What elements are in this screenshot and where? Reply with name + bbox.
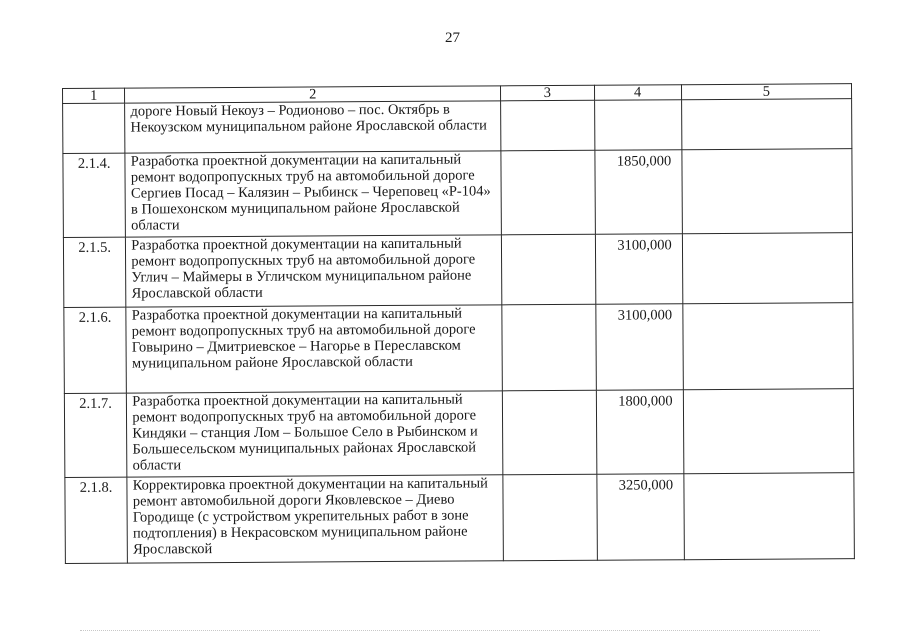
row-description: Разработка проектной документации на капитальный ремонт водопропускных труб на автомобильной дороге Киндяки – станция Лом – Большое Село в Рыбинском и Большесельском муниципальных районах Ярославской области (127, 391, 503, 477)
row-col3 (501, 100, 595, 151)
row-description: Разработка проектной документации на капитальный ремонт водопропускных труб на автомобильной дороге Сергиев Посад – Калязин – Рыбинск – Череповец «Р-104» в Пошехонском муниципальном районе Ярославской области (125, 151, 501, 237)
row-col5 (682, 149, 853, 234)
row-amount (594, 100, 682, 151)
table-row (65, 473, 855, 564)
header-cell-3: 3 (501, 85, 595, 101)
row-col5 (682, 233, 853, 304)
header-cell-1: 1 (63, 88, 125, 103)
row-col5 (681, 99, 852, 150)
header-cell-4: 4 (594, 85, 681, 101)
row-amount: 1850,000 (594, 150, 682, 235)
header-cell-5: 5 (681, 84, 851, 100)
row-col3 (501, 234, 595, 305)
row-col5 (683, 303, 854, 390)
row-col3 (502, 304, 596, 391)
table-row (63, 99, 852, 154)
row-number (63, 103, 126, 153)
row-description: дороге Новый Некоуз – Родионово – пос. Октябрь в Некоузском муниципальном районе Ярославской области (125, 101, 501, 153)
budget-table (62, 83, 855, 564)
row-number: 2.1.6. (64, 307, 127, 393)
table-row (64, 389, 853, 478)
row-number: 2.1.5. (63, 237, 126, 307)
row-col5 (684, 473, 855, 560)
table-row (63, 233, 852, 308)
scan-artifact-line (80, 630, 820, 632)
table-row (63, 149, 852, 238)
header-cell-2: 2 (125, 86, 501, 103)
row-col5 (683, 389, 854, 474)
row-description: Корректировка проектной документации на капитальный ремонт автомобильной дороги Яковлевское – Диево Городище (с устройством укрепительных работ в зоне подтопления) в Некрасовском муниципальном районе Ярославской (127, 475, 503, 563)
row-number: 2.1.8. (65, 477, 128, 563)
row-col3 (503, 474, 597, 561)
row-description: Разработка проектной документации на капитальный ремонт водопропускных труб на автомобильной дороге Говырино – Дмитриевское – Нагорье в Переславском муниципальном районе Ярославской области (126, 305, 502, 393)
row-amount: 1800,000 (596, 390, 684, 475)
row-amount: 3100,000 (595, 234, 683, 305)
row-description: Разработка проектной документации на капитальный ремонт водопропускных труб на автомобильной дороге Углич – Маймеры в Угличском муниципальном районе Ярославской области (126, 235, 502, 307)
row-col3 (502, 390, 596, 475)
table-row (64, 303, 854, 394)
row-col3 (501, 150, 595, 235)
row-amount: 3100,000 (595, 304, 683, 391)
row-amount: 3250,000 (596, 474, 684, 561)
page-number: 27 (445, 30, 460, 46)
row-number: 2.1.4. (63, 153, 126, 237)
row-number: 2.1.7. (64, 393, 127, 477)
